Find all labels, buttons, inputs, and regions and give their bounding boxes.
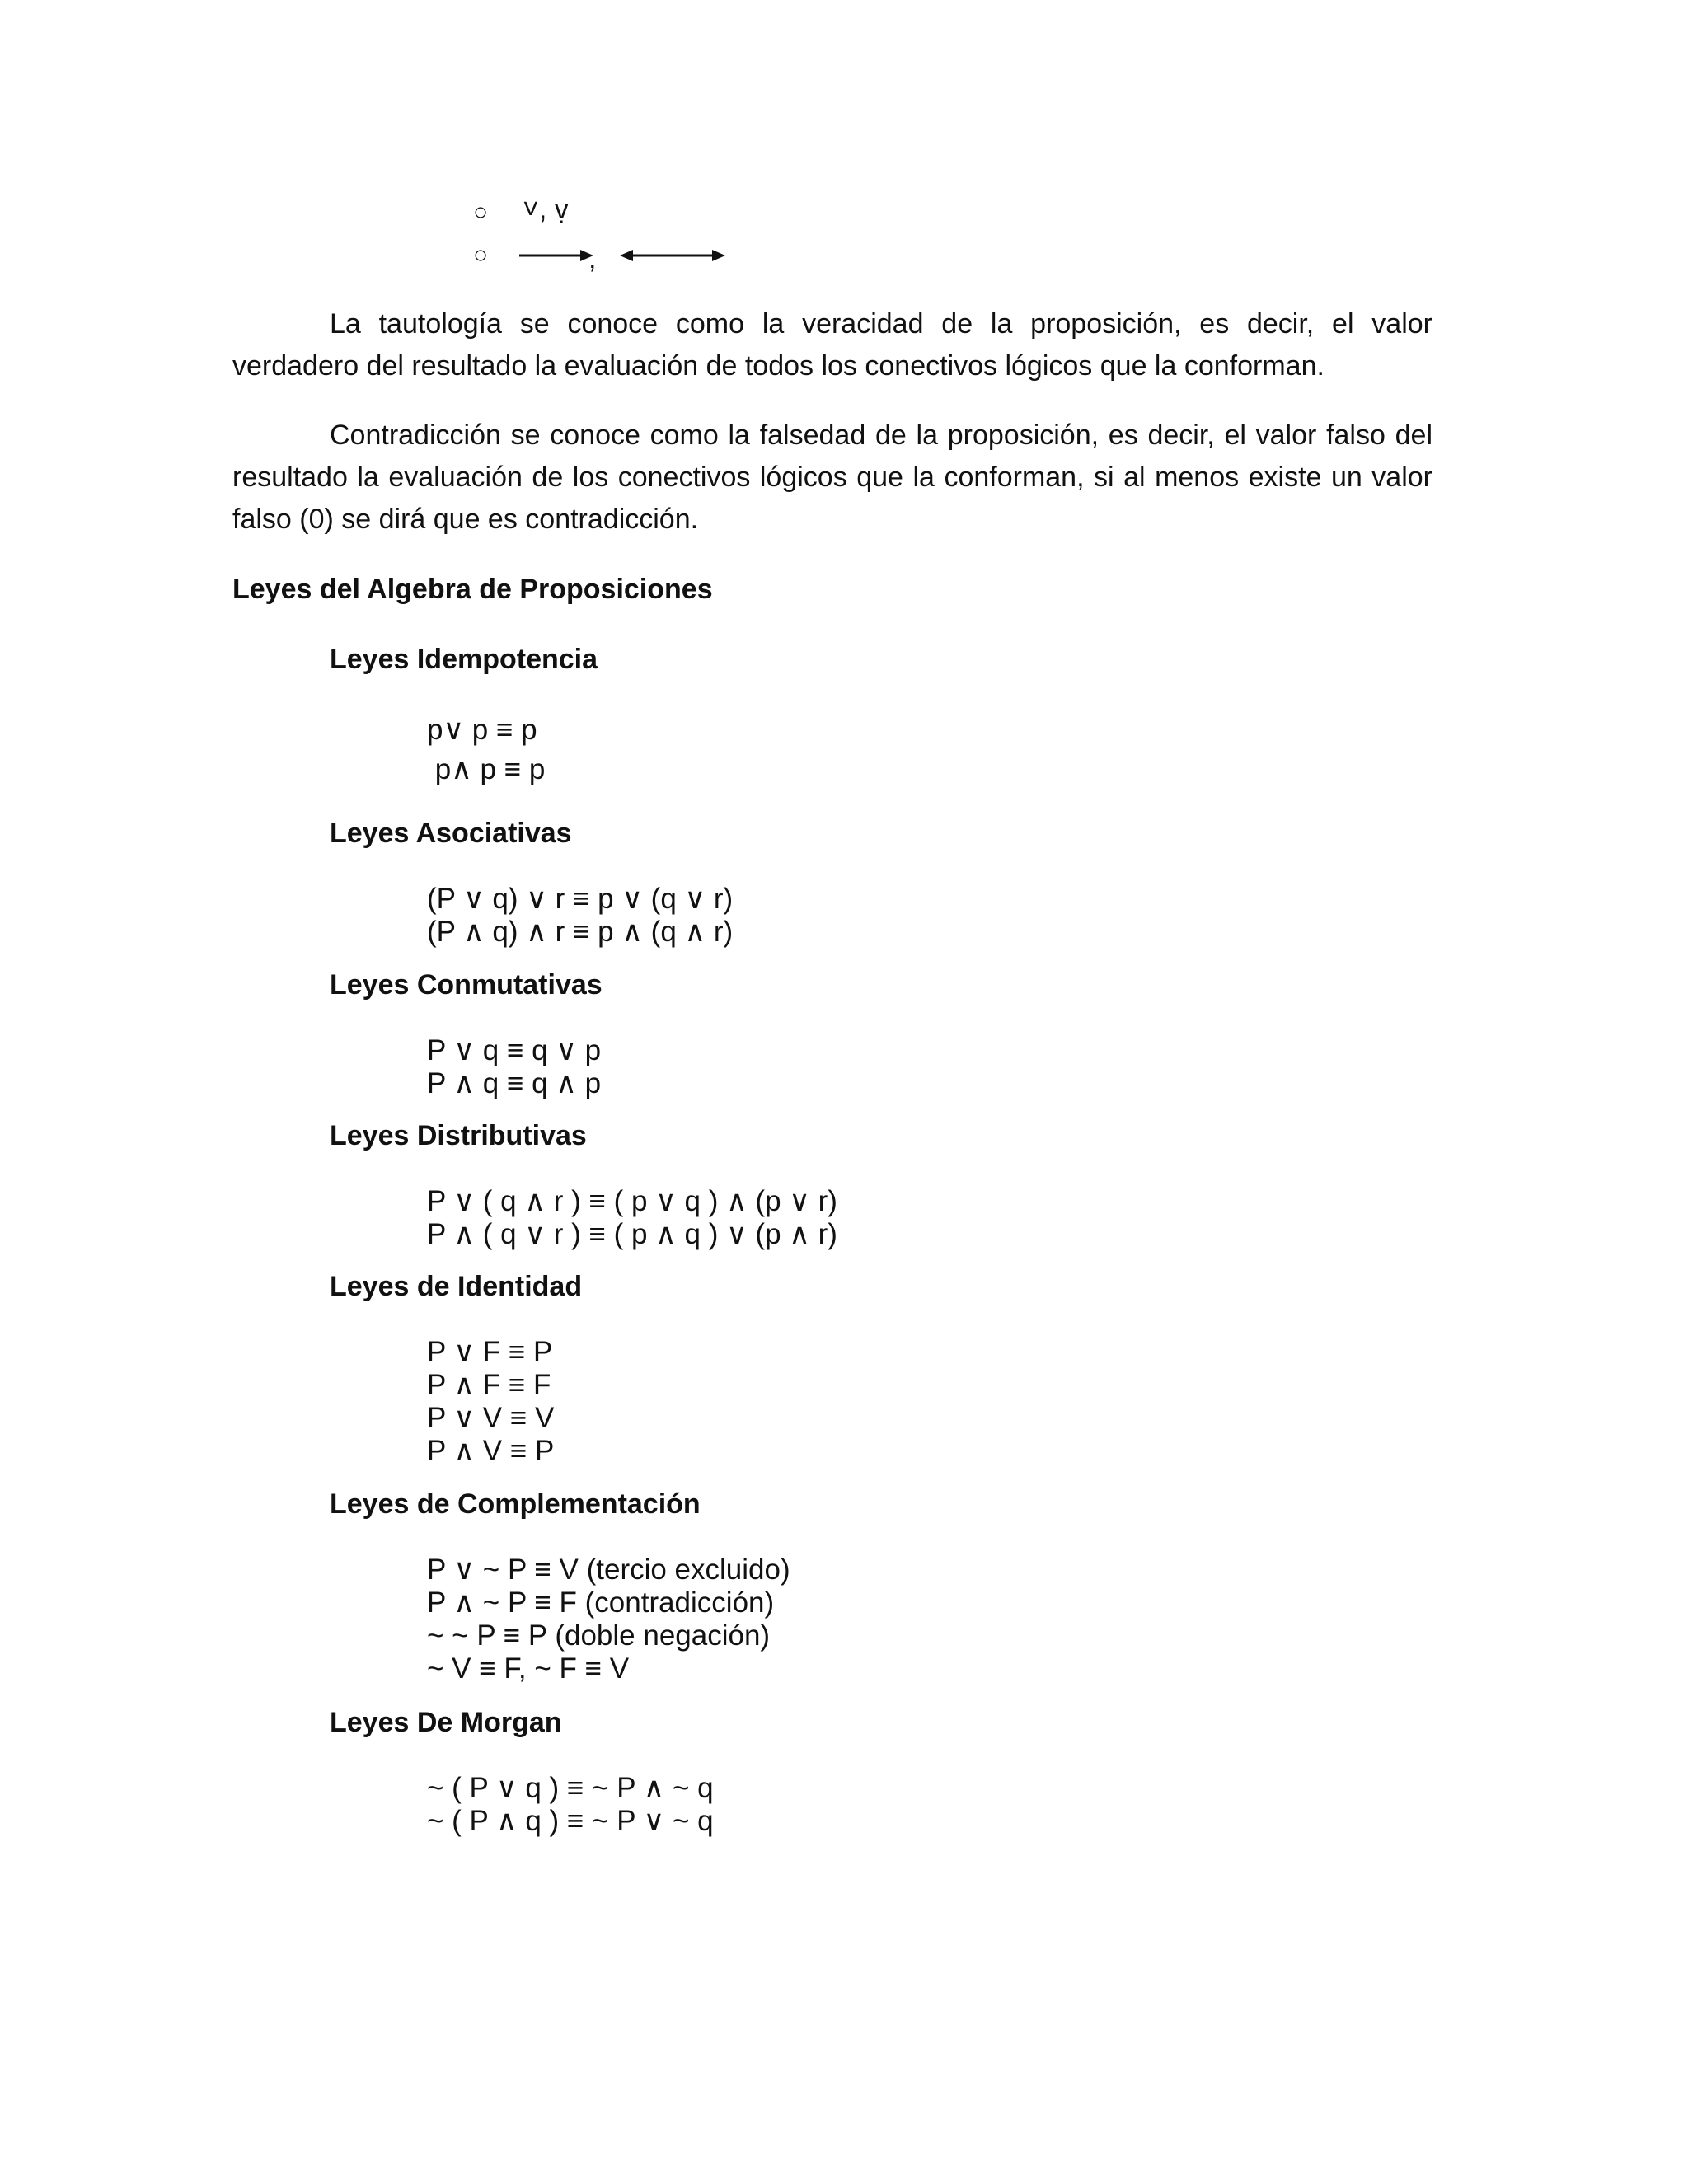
law-formulas — [427, 1185, 1319, 1251]
double-arrow-icon — [620, 250, 725, 261]
law-title: Leyes Conmutativas — [330, 969, 603, 1001]
formula-line: P ∧ ~ P ≡ F (contradicción) — [427, 1586, 775, 1619]
formula-line: ~ ~ P ≡ P (doble negación) — [427, 1619, 771, 1652]
formula-line: ~ V ≡ F, ~ F ≡ V — [427, 1652, 630, 1685]
law-title: Leyes De Morgan — [330, 1707, 562, 1738]
formula-line: P ∧ q ≡ q ∧ p — [427, 1067, 602, 1099]
formula-line: p∨ p ≡ p — [427, 714, 537, 746]
right-arrow-icon — [519, 250, 593, 261]
bullet-item-disjunction — [473, 191, 968, 234]
law-block-complementation — [330, 1485, 1319, 1685]
law-block-idempotence — [330, 640, 1319, 790]
formula-line: P ∨ q ≡ q ∨ p — [427, 1034, 602, 1066]
formula-line: p∧ p ≡ p — [427, 753, 546, 785]
law-title: Leyes de Identidad — [330, 1271, 583, 1302]
contradiction-paragraph: Contradicción se conoce como la falsedad de la proposición, es decir, el valor falso del resultado la evaluación de los conectivos lógicos que la conforman, si al menos existe un valor falso (0) se dirá que es contradicción. — [232, 419, 1432, 535]
section-title: Leyes del Algebra de Proposiciones — [232, 574, 713, 605]
law-formulas — [427, 710, 1319, 790]
law-title: Leyes Asociativas — [330, 818, 572, 849]
law-formulas — [427, 1336, 1319, 1468]
law-formulas — [427, 883, 1319, 949]
bullet-circle-icon: ○ — [473, 241, 489, 269]
law-block-identity — [330, 1268, 1319, 1468]
formula-line: (P ∨ q) ∨ r ≡ p ∨ (q ∨ r) — [427, 883, 734, 915]
law-formulas — [427, 1034, 1319, 1100]
disjunction-symbols: ˅, ṿ — [523, 194, 569, 225]
formula-line: ~ ( P ∧ q ) ≡ ~ P ∨ ~ q — [427, 1805, 714, 1837]
formula-line: P ∨ V ≡ V — [427, 1402, 555, 1434]
bullet-circle-icon: ○ — [473, 199, 489, 226]
formula-line: ~ ( P ∨ q ) ≡ ~ P ∧ ~ q — [427, 1772, 714, 1804]
formula-line: P ∨ ( q ∧ r ) ≡ ( p ∨ q ) ∧ (p ∨ r) — [427, 1185, 837, 1217]
law-formulas — [427, 1772, 1319, 1838]
arrow-separator: , — [588, 243, 597, 274]
formula-line: P ∨ ~ P ≡ V (tercio excluido) — [427, 1554, 790, 1586]
formula-line: (P ∧ q) ∧ r ≡ p ∧ (q ∧ r) — [427, 916, 734, 948]
law-title: Leyes Distributivas — [330, 1120, 587, 1151]
tautology-paragraph: La tautología se conoce como la veracidad de la proposición, es decir, el valor verdadero del resultado la evaluación de todos los conectivos lógicos que la conforman. — [232, 308, 1432, 382]
connective-bullet-list — [473, 191, 968, 277]
law-title: Leyes de Complementación — [330, 1488, 701, 1520]
law-block-commutative — [330, 966, 1319, 1100]
law-formulas — [427, 1554, 1319, 1685]
law-block-de-morgan — [330, 1704, 1319, 1838]
formula-line: P ∨ F ≡ P — [427, 1336, 553, 1368]
law-title: Leyes Idempotencia — [330, 644, 598, 675]
implication-arrows-icon — [518, 239, 781, 275]
bullet-item-arrows — [473, 234, 968, 277]
formula-line: P ∧ F ≡ F — [427, 1369, 551, 1401]
formula-line: P ∧ V ≡ P — [427, 1435, 555, 1467]
law-block-associative — [330, 814, 1319, 949]
law-block-distributive — [330, 1117, 1319, 1251]
formula-line: P ∧ ( q ∨ r ) ≡ ( p ∧ q ) ∨ (p ∧ r) — [427, 1218, 837, 1250]
